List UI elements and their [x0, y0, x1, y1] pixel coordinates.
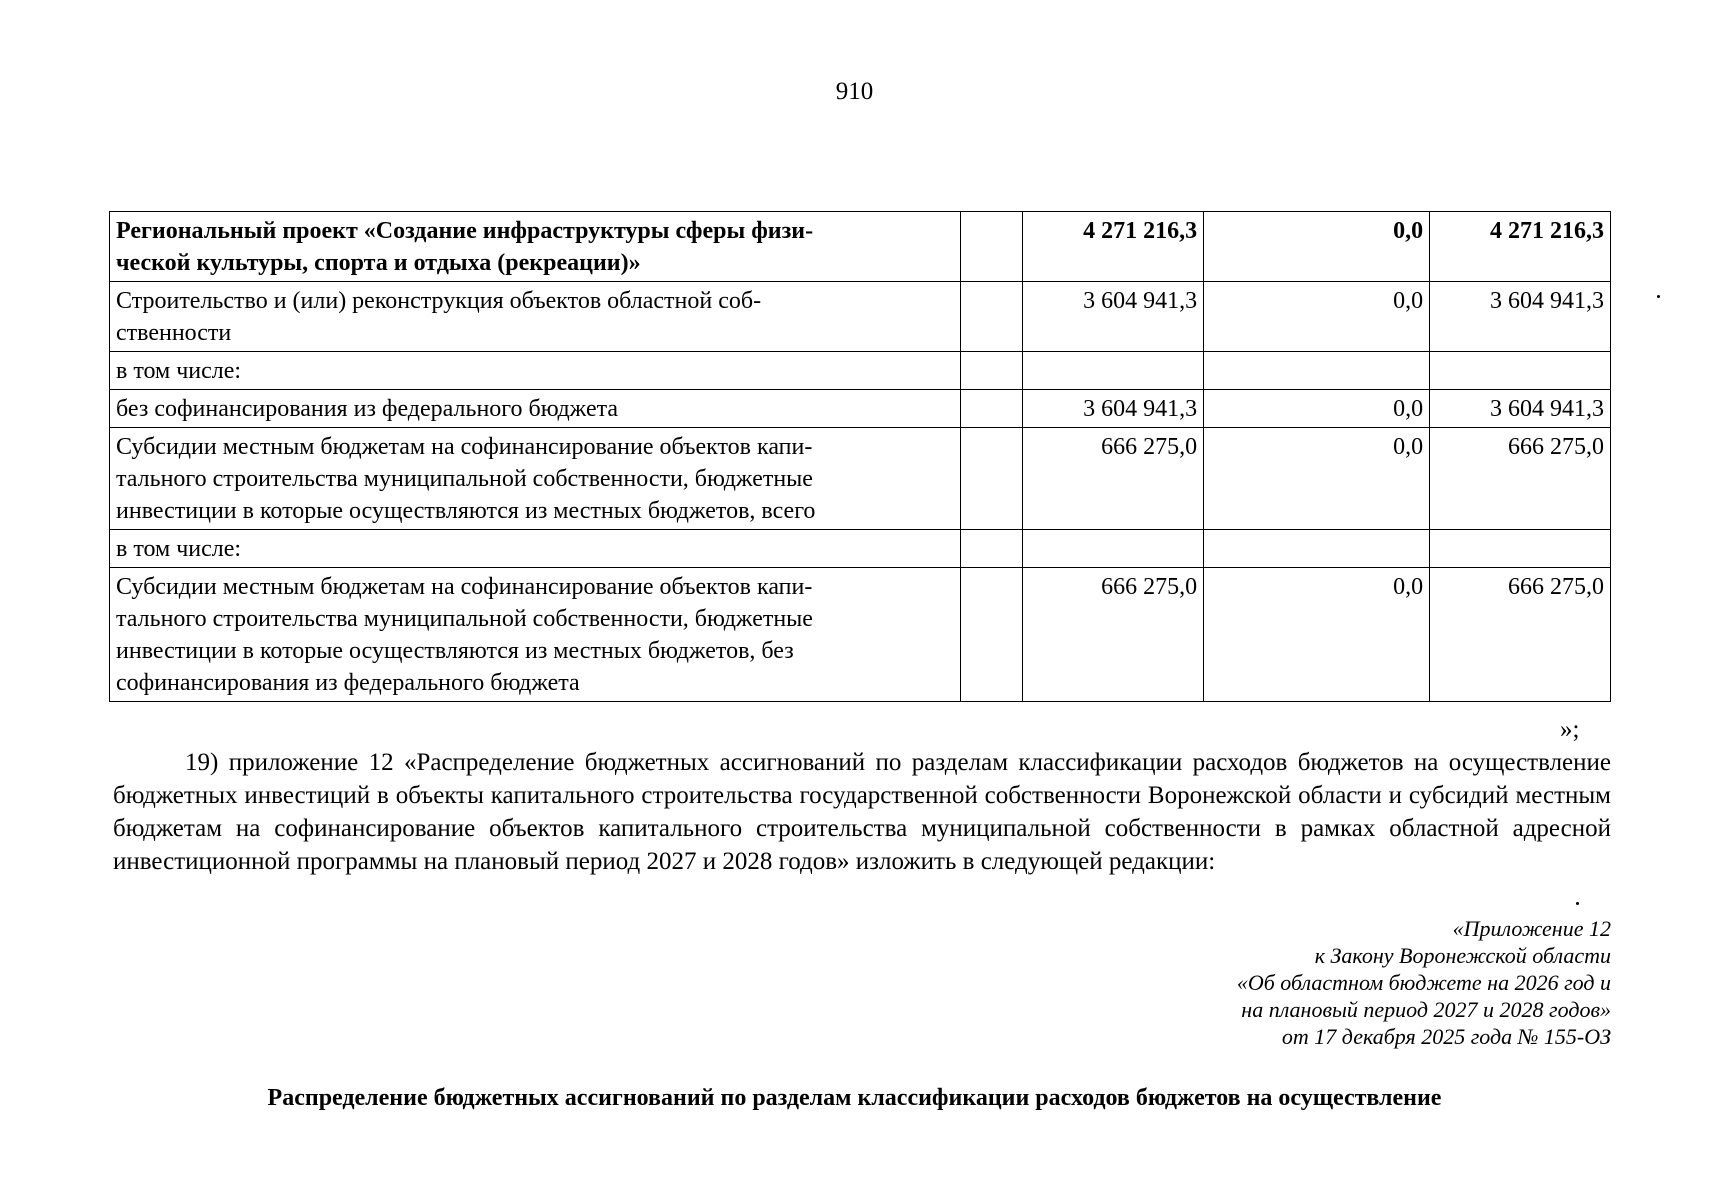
table-row [110, 352, 1611, 390]
row-code-cell [960, 282, 1023, 352]
section-heading: Распределение бюджетных ассигнований по разделам классификации расходов бюджетов на осуществление [267, 1085, 1442, 1111]
amendment-paragraph: 19) приложение 12 «Распределение бюджетных ассигнований по разделам классификации расходов бюджетов на осуществление бюджетных инвестиций в объекты капитального строительства государственной собственности Воронежской области и субсидий местным бюджетам на софинансирование объектов капитального строительства муниципальной собственности в рамках областной адресной инвестиционной программы на плановый период 2027 и 2028 годов» изложить в следующей редакции: [113, 749, 1611, 875]
row-name-cell: без софинансирования из федерального бюджета [110, 390, 961, 428]
row-value-3-cell: 666 275,0 [1430, 568, 1611, 702]
table-row [110, 568, 1611, 702]
table-row [110, 282, 1611, 352]
scan-speck [1576, 902, 1579, 905]
row-value-1-cell: 4 271 216,3 [1023, 212, 1204, 282]
appendix-note-line: «Приложение 12 [1452, 916, 1611, 941]
row-value-1-cell [1023, 352, 1204, 390]
row-value-3-cell [1430, 352, 1611, 390]
row-value-1-cell [1023, 530, 1204, 568]
row-name-cell: Субсидии местным бюджетам на софинансирование объектов капи- тального строительства муниципальной собственности, бюджетные инвестиции в которые осуществляются из местных бюджетов, всего [110, 428, 961, 530]
row-value-1-cell: 3 604 941,3 [1023, 390, 1204, 428]
row-value-2-cell: 0,0 [1204, 390, 1430, 428]
row-name-cell: Региональный проект «Создание инфраструктуры сферы физи- ческой культуры, спорта и отдыха (рекреации)» [110, 212, 961, 282]
row-value-2-cell: 0,0 [1204, 212, 1430, 282]
row-value-3-cell: 4 271 216,3 [1430, 212, 1611, 282]
row-value-1-cell: 666 275,0 [1023, 428, 1204, 530]
row-name-cell: в том числе: [110, 352, 961, 390]
row-code-cell [960, 352, 1023, 390]
row-value-2-cell: 0,0 [1204, 568, 1430, 702]
row-code-cell [960, 212, 1023, 282]
table-row [110, 390, 1611, 428]
row-value-3-cell: 3 604 941,3 [1430, 390, 1611, 428]
budget-table [109, 211, 1611, 702]
appendix-note-line: к Закону Воронежской области [1314, 943, 1611, 968]
row-code-cell [960, 568, 1023, 702]
row-name-cell: Субсидии местным бюджетам на софинансирование объектов капи- тального строительства муниципальной собственности, бюджетные инвестиции в которые осуществляются из местных бюджетов, без софинансирования из федерального бюджета [110, 568, 961, 702]
row-value-1-cell: 3 604 941,3 [1023, 282, 1204, 352]
table-row [110, 530, 1611, 568]
table-row [110, 428, 1611, 530]
page-number: 910 [835, 78, 874, 105]
row-name-cell: Строительство и (или) реконструкция объектов областной соб- ственности [110, 282, 961, 352]
appendix-note-line: от 17 декабря 2025 года № 155-ОЗ [1281, 1024, 1611, 1049]
closing-quote: »; [1560, 716, 1580, 743]
table-row [110, 212, 1611, 282]
row-value-2-cell [1204, 530, 1430, 568]
row-value-3-cell: 3 604 941,3 [1430, 282, 1611, 352]
row-name-cell: в том числе: [110, 530, 961, 568]
row-value-2-cell: 0,0 [1204, 428, 1430, 530]
row-code-cell [960, 428, 1023, 530]
row-value-3-cell: 666 275,0 [1430, 428, 1611, 530]
appendix-note-line: «Об областном бюджете на 2026 год и [1236, 970, 1611, 995]
budget-table-body [110, 212, 1611, 702]
appendix-note [1237, 915, 1611, 1050]
row-value-1-cell: 666 275,0 [1023, 568, 1204, 702]
row-code-cell [960, 390, 1023, 428]
row-value-2-cell [1204, 352, 1430, 390]
appendix-note-line: на плановый период 2027 и 2028 годов» [1241, 997, 1611, 1022]
row-code-cell [960, 530, 1023, 568]
row-value-3-cell [1430, 530, 1611, 568]
row-value-2-cell: 0,0 [1204, 282, 1430, 352]
scan-speck [1657, 295, 1660, 298]
